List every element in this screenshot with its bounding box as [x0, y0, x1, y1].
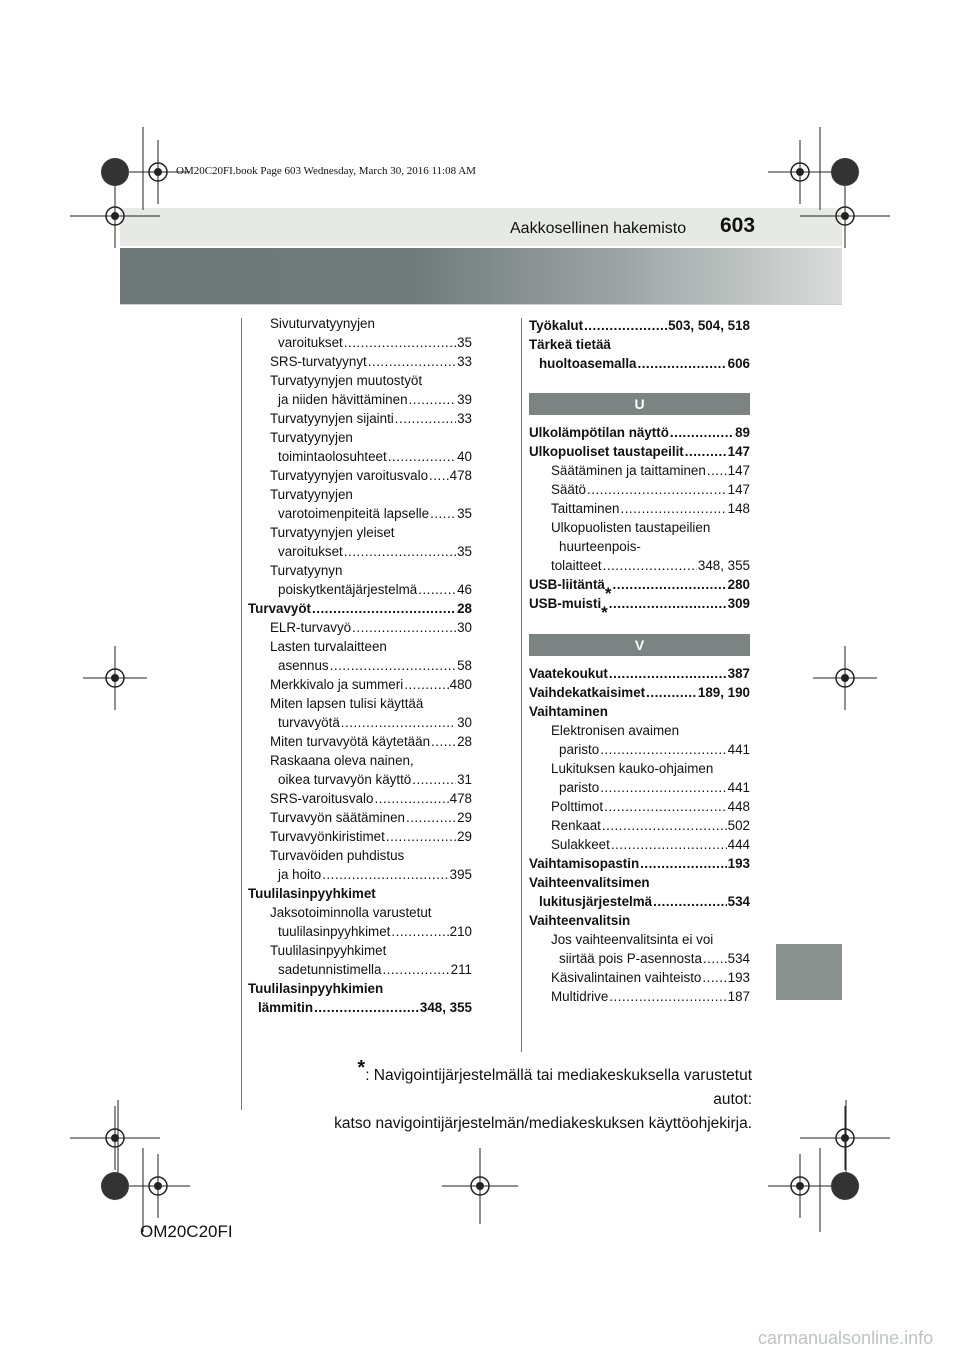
- entry-page: 441: [727, 780, 750, 795]
- entry-page: 193: [727, 970, 750, 985]
- crosshair-target: [83, 1106, 147, 1170]
- entry-page: 444: [727, 837, 750, 852]
- entry-label: turvavyötä: [278, 715, 340, 730]
- page-number: 603: [720, 214, 756, 237]
- index-entry: Vaihteenvalitsin: [529, 913, 631, 928]
- crosshair-target: [813, 1106, 877, 1170]
- index-entry: Tuulilasinpyyhkimet: [270, 943, 387, 958]
- entry-page: 478: [449, 468, 472, 483]
- index-entry: Lasten turvalaitteen: [270, 639, 387, 654]
- entry-label: Miten turvavyötä käytetään: [270, 734, 431, 749]
- index-entry: Tuulilasinpyyhkimien: [248, 981, 384, 996]
- index-entry: Turvatyynyjen muutostyöt: [270, 373, 423, 388]
- entry-label: Turvatyynyjen varoitusvalo: [270, 468, 429, 483]
- entry-page: 33: [457, 411, 472, 426]
- entry-page: 606: [727, 356, 750, 371]
- entry-label: Multidrive: [551, 989, 609, 1004]
- sunburst-targets: [101, 158, 859, 1200]
- entry-label: varotoimenpiteitä lapselle: [278, 506, 430, 521]
- index-entry: Turvatyynyjen: [270, 487, 353, 502]
- entry-label: oikea turvavyön käyttö: [278, 772, 412, 787]
- entry-label: Ulkopuoliset taustapeilit: [529, 444, 684, 459]
- entry-page: 502: [727, 818, 750, 833]
- crosshair-target: [442, 1148, 518, 1224]
- index-entry: Elektronisen avaimen: [551, 723, 680, 738]
- entry-page: 58: [457, 658, 472, 673]
- entry-page: 441: [727, 742, 750, 757]
- entry-page: 534: [727, 951, 750, 966]
- entry-label: Taittaminen: [551, 501, 620, 516]
- index-entry: Miten lapsen tulisi käyttää: [270, 696, 424, 711]
- entry-page: 309: [727, 596, 750, 611]
- entry-page: 39: [457, 392, 472, 407]
- entry-label: huoltoasemalla: [539, 356, 637, 371]
- entry-page: 46: [457, 582, 472, 597]
- footnote-text-1: : Navigointijärjestelmällä tai mediakeskuksella varustetut autot:: [365, 1067, 752, 1108]
- entry-label: Polttimot: [551, 799, 604, 814]
- crosshair-target: [126, 140, 190, 204]
- entry-label: ja niiden hävittäminen: [278, 392, 408, 407]
- entry-page: 348, 355: [697, 558, 750, 573]
- entry-label: varoitukset: [278, 544, 343, 559]
- index-entry: huurteenpois-: [559, 539, 641, 554]
- entry-label: paristo: [559, 780, 600, 795]
- entry-label: Turvavyöt: [248, 601, 312, 616]
- entry-label: SRS-varoitusvalo: [270, 791, 374, 806]
- entry-page: 534: [727, 894, 750, 909]
- index-entry: Jaksotoiminnolla varustetut: [270, 905, 432, 920]
- entry-page: 210: [449, 924, 472, 939]
- entry-label: siirtää pois P-asennosta: [559, 951, 702, 966]
- entry-page: 28: [457, 601, 472, 616]
- entry-page: 29: [457, 829, 472, 844]
- entry-label: tolaitteet: [551, 558, 602, 573]
- section-title: Aakkosellinen hakemisto: [510, 220, 687, 237]
- crosshair-target: [768, 1154, 832, 1218]
- entry-label: Turvavyönkiristimet: [270, 829, 385, 844]
- crosshair-target: [813, 184, 877, 248]
- crosshair-target: [83, 646, 147, 710]
- entry-page: 40: [457, 449, 472, 464]
- entry-label: Ulkolämpötilan näyttö: [529, 425, 669, 440]
- sunburst-target: [101, 158, 129, 186]
- entry-page: 187: [727, 989, 750, 1004]
- entry-page: 448: [727, 799, 750, 814]
- index-entry: Sivuturvatyynyjen: [270, 316, 375, 331]
- entry-label: varoitukset: [278, 335, 343, 350]
- entry-page: 193: [727, 856, 750, 871]
- entry-page: 147: [727, 463, 750, 478]
- entry-label: sadetunnistimella: [278, 962, 382, 977]
- entry-label: lukitusjärjestelmä: [539, 894, 653, 909]
- entry-label: Sulakkeet: [551, 837, 610, 852]
- entry-label: Vaihdekatkaisimet: [529, 685, 646, 700]
- entry-page: 211: [450, 962, 472, 977]
- entry-page: 480: [449, 677, 472, 692]
- index-entry: Raskaana oleva nainen,: [270, 753, 414, 768]
- sunburst-target: [101, 1172, 129, 1200]
- index-entry: Jos vaihteenvalitsinta ei voi: [551, 932, 714, 947]
- index-entry: USB-liitäntä * ..... 280: [529, 575, 750, 594]
- entry-page: 147: [727, 482, 750, 497]
- crosshair-target: [768, 140, 832, 204]
- entry-label: ja hoito: [278, 867, 322, 882]
- index-entry: Vaihteenvalitsimen: [529, 875, 650, 890]
- entry-page: 31: [457, 772, 472, 787]
- entry-label: Säätö: [551, 482, 586, 497]
- entry-label: Säätäminen ja taittaminen: [551, 463, 706, 478]
- index-entry: Turvavöiden puhdistus: [270, 848, 405, 863]
- sunburst-target: [831, 1172, 859, 1200]
- entry-page: 30: [457, 620, 472, 635]
- entry-page: 189, 190: [697, 685, 750, 700]
- entry-label: Turvatyynyjen sijainti: [270, 411, 394, 426]
- entry-label: Työkalut: [529, 318, 584, 333]
- index-entry: Turvatyynyjen yleiset: [270, 525, 395, 540]
- entry-label: USB-muisti: [529, 596, 602, 611]
- entry-page: 348, 355: [419, 1000, 472, 1015]
- entry-label: asennus: [278, 658, 329, 673]
- entry-label: toimintaolosuhteet: [278, 449, 387, 464]
- entry-label: Merkkivalo ja summeri: [270, 677, 404, 692]
- entry-label: Käsivalintainen vaihteisto: [551, 970, 702, 985]
- index-entry: Vaihtaminen: [529, 704, 608, 719]
- watermark: carmanualsonline.info: [758, 1328, 934, 1348]
- entry-page: 280: [727, 577, 750, 592]
- entry-page: 33: [457, 354, 472, 369]
- crosshair-targets: [83, 140, 877, 1224]
- index-entry: Tuulilasinpyyhkimet: [248, 886, 376, 901]
- entry-page: 35: [457, 335, 472, 350]
- entry-page: 478: [449, 791, 472, 806]
- entry-page: 35: [457, 506, 472, 521]
- sunburst-target: [831, 158, 859, 186]
- entry-label: ELR-turvavyö: [270, 620, 352, 635]
- section-letter-v: V: [529, 634, 750, 656]
- index-entry: Lukituksen kauko-ohjaimen: [551, 761, 714, 776]
- entry-label: USB-liitäntä: [529, 577, 605, 592]
- entry-label: tuulilasinpyyhkimet: [278, 924, 391, 939]
- index-entry: Ulkopuolisten taustapeilien: [551, 520, 711, 535]
- entry-label: paristo: [559, 742, 600, 757]
- index-entry: Turvatyynyjen: [270, 430, 353, 445]
- entry-page: 89: [735, 425, 750, 440]
- entry-label: Renkaat: [551, 818, 601, 833]
- entry-page: 147: [727, 444, 750, 459]
- crosshair-target: [813, 646, 877, 710]
- entry-page: 30: [457, 715, 472, 730]
- crosshair-target: [126, 1154, 190, 1218]
- entry-label: Turvavyön säätäminen: [270, 810, 405, 825]
- section-letter-u: U: [529, 393, 750, 415]
- entry-page: 395: [449, 867, 472, 882]
- entry-page: 29: [457, 810, 472, 825]
- model-code: OM20C20FI: [140, 1222, 233, 1241]
- footnote-star: *: [357, 1056, 366, 1079]
- index-entry: Tärkeä tietää: [529, 337, 611, 352]
- index-entry: USB-muisti * ..... 309: [529, 594, 750, 613]
- entry-page: 148: [727, 501, 750, 516]
- entry-page: 28: [457, 734, 472, 749]
- entry-label: poiskytkentäjärjestelmä: [278, 582, 418, 597]
- entry-page: 387: [727, 666, 750, 681]
- crosshair-target: [83, 184, 147, 248]
- entry-page: 503, 504, 518: [668, 318, 750, 333]
- entry-label: Vaatekoukut: [529, 666, 608, 681]
- book-stamp: OM20C20FI.book Page 603 Wednesday, March 30, 2016 11:08 AM: [176, 165, 476, 177]
- index-entry: Turvatyynyn: [270, 563, 343, 578]
- entry-label: SRS-turvatyynyt: [270, 354, 367, 369]
- entry-label: lämmitin: [258, 1000, 314, 1015]
- entry-label: Vaihtamisopastin: [529, 856, 640, 871]
- entry-page: 35: [457, 544, 472, 559]
- footnote-line-2: katso navigointijärjestelmän/mediakeskuksen käyttöohjekirja.: [334, 1115, 752, 1132]
